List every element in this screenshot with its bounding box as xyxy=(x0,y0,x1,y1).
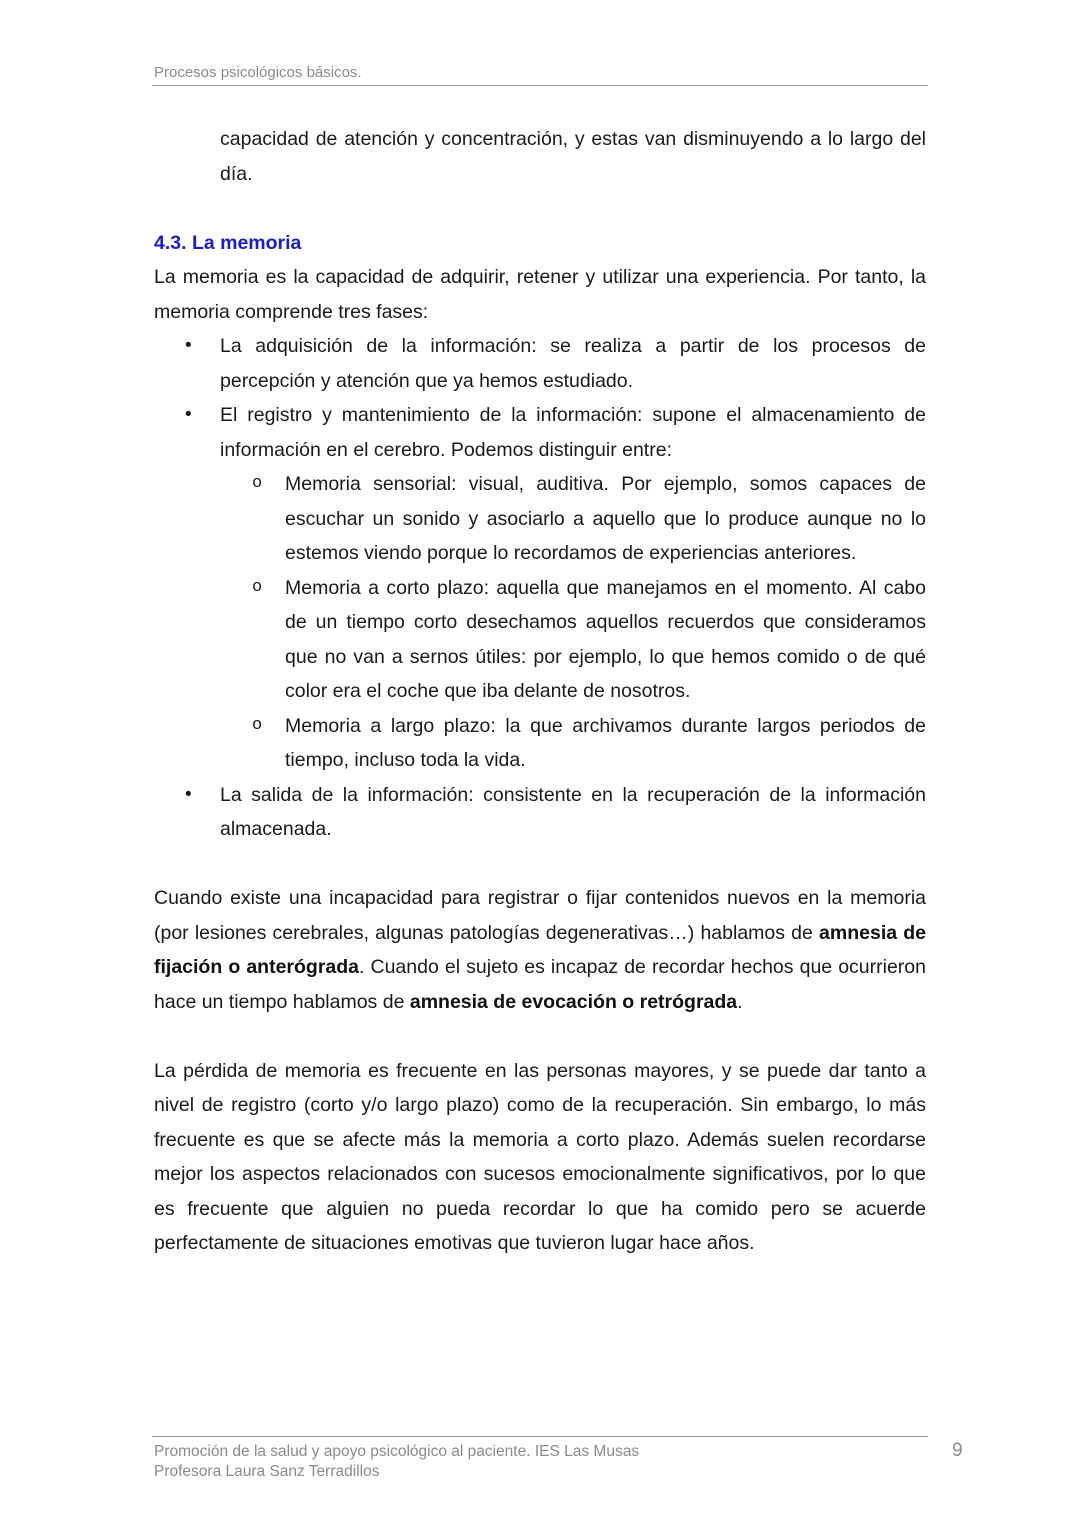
sub-list-item-text: Memoria a corto plazo: aquella que manejamos en el momento. Al cabo de un tiempo corto desechamos aquellos recuerdos que consideramos que no van a sernos útiles: por ejemplo, lo que hemos comido o de qué color era el coche que iba delante de nosotros. xyxy=(285,576,926,702)
circle-bullet-icon: o xyxy=(252,474,263,493)
list-item xyxy=(154,329,926,398)
sub-list-item xyxy=(154,467,926,571)
circle-bullet-icon: o xyxy=(252,577,263,597)
list-item-text: El registro y mantenimiento de la información: supone el almacenamiento de información en el cerebro. Podemos distinguir entre: xyxy=(220,404,926,461)
footer-course: Promoción de la salud y apoyo psicológico al paciente. IES Las Musas xyxy=(154,1443,640,1460)
section-heading: 4.3. La memoria xyxy=(154,231,302,254)
list-item xyxy=(154,398,926,467)
amnesia-text-1: Cuando existe una incapacidad para registrar o fijar contenidos nuevos en la memoria (por lesiones cerebrales, algunas patologías degenerativas…) hablamos de xyxy=(154,887,926,944)
spacer xyxy=(154,1019,926,1054)
running-header: Procesos psicológicos básicos. xyxy=(154,64,362,81)
footer-author: Profesora Laura Sanz Terradillos xyxy=(154,1463,380,1480)
amnesia-text-3: . xyxy=(737,990,743,1013)
sub-list-item-text: Memoria sensorial: visual, auditiva. Por ejemplo, somos capaces de escuchar un sonido y asociarlo a aquello que lo produce aunque no lo estemos viendo porque lo recordamos de experiencias anteriores. xyxy=(285,473,926,564)
amnesia-term-anterograde: amnesia de fijación o anterógrada xyxy=(154,921,926,978)
intro-continuation: capacidad de atención y concentración, y estas van disminuyendo a lo largo del día. xyxy=(220,128,926,185)
closing-paragraph: La pérdida de memoria es frecuente en las personas mayores, y se puede dar tanto a nivel de registro (corto y/o largo plazo) como de la recuperación. Sin embargo, lo más frecuente es que se afecte más la memoria a corto plazo. Además suelen recordarse mejor los aspectos relacionados con sucesos emocionalmente significativos, por lo que es frecuente que alguien no pueda recordar lo que ha comido pero se acuerde perfectamente de situaciones emotivas que tuvieron lugar hace años. xyxy=(154,1059,926,1254)
amnesia-paragraph xyxy=(154,881,926,1019)
page-number: 9 xyxy=(952,1440,963,1461)
bullet-icon: • xyxy=(185,335,192,356)
header-divider xyxy=(152,85,928,86)
list-item xyxy=(154,778,926,847)
list-item-text: La salida de la información: consistente en la recuperación de la información almacenada. xyxy=(220,783,926,840)
sub-list-item xyxy=(154,571,926,709)
section-lead: La memoria es la capacidad de adquirir, retener y utilizar una experiencia. Por tanto, la memoria comprende tres fases: xyxy=(154,266,926,323)
amnesia-term-retrograde: amnesia de evocación o retrógrada xyxy=(409,990,738,1013)
sub-list-item-text: Memoria a largo plazo: la que archivamos durante largos periodos de tiempo, incluso toda la vida. xyxy=(285,714,926,771)
page-body xyxy=(154,122,926,1261)
amnesia-text-2: . Cuando el sujeto es incapaz de recordar hechos que ocurrieron hace un tiempo hablamos de xyxy=(154,956,926,1013)
footer xyxy=(154,1442,639,1482)
spacer xyxy=(154,847,926,882)
spacer xyxy=(154,191,926,226)
list-item-text: La adquisición de la información: se realiza a partir de los procesos de percepción y atención que ya hemos estudiado. xyxy=(220,335,926,392)
sub-list-item xyxy=(154,709,926,778)
footer-divider xyxy=(152,1436,928,1437)
bullet-icon: • xyxy=(185,783,192,805)
circle-bullet-icon: o xyxy=(252,715,263,735)
bullet-icon: • xyxy=(185,404,192,425)
